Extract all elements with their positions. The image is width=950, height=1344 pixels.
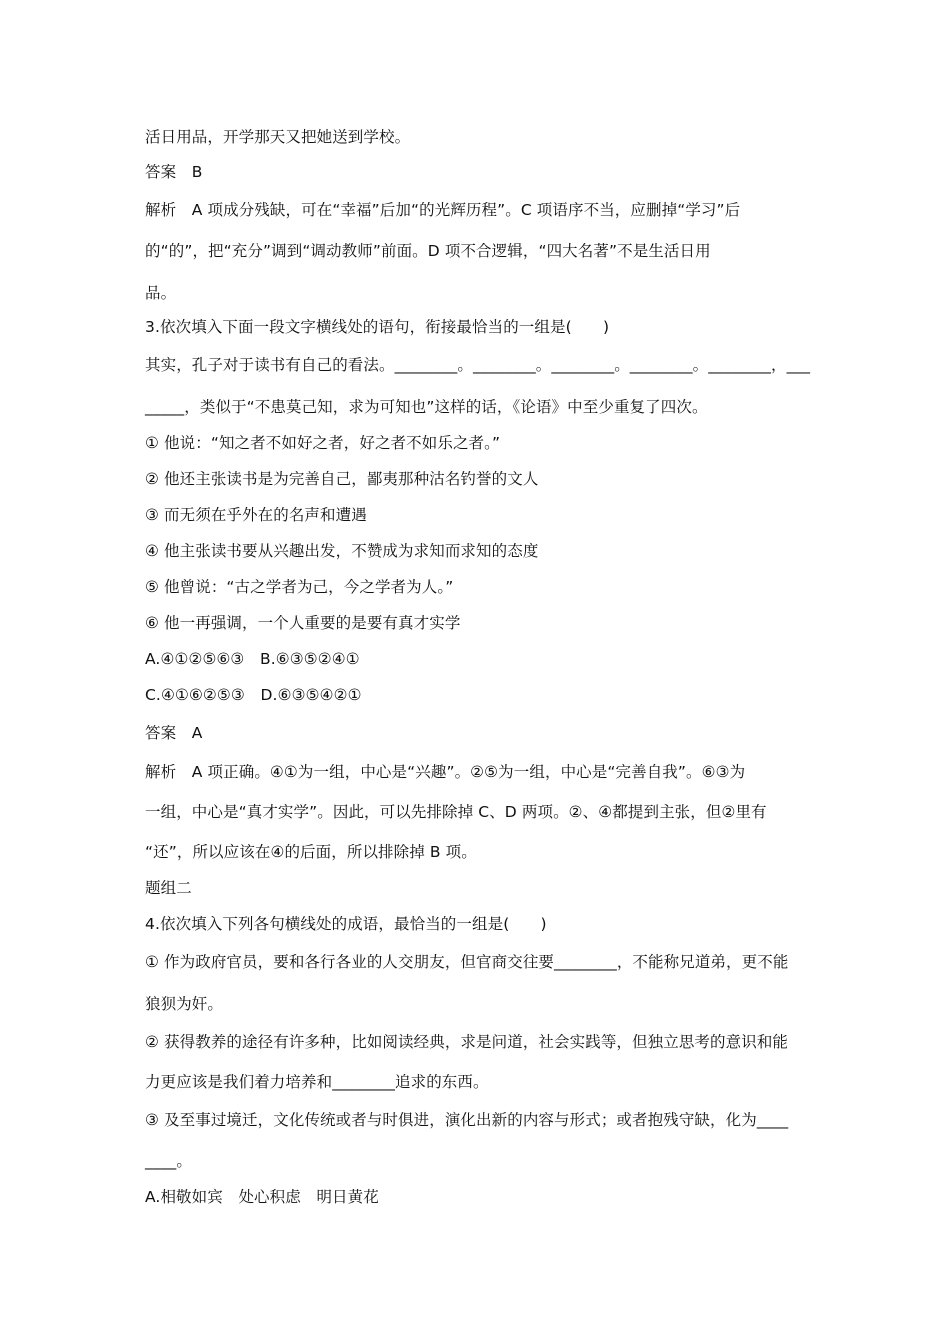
text-line: 活日用品，开学那天又把她送到学校。 (145, 128, 411, 146)
option-item: ⑤ 他曾说：“古之学者为己，今之学者为人。” (145, 578, 454, 596)
explanation-line: 解析 A 项正确。④①为一组，中心是“兴趣”。②⑤为一组，中心是“完善自我”。⑥③为 (145, 763, 746, 781)
option-item: ⑥ 他一再强调，一个人重要的是要有真才实学 (145, 614, 461, 632)
question-title: 4.依次填入下列各句横线处的成语，最恰当的一组是( ) (145, 915, 547, 933)
option-item: ② 他还主张读书是为完善自己，鄙夷那种沽名钓誉的文人 (145, 470, 539, 488)
explanation-line: “还”，所以应该在④的后面，所以排除掉 B 项。 (145, 843, 477, 861)
option-item: ④ 他主张读书要从兴趣出发，不赞成为求知而求知的态度 (145, 542, 539, 560)
section-heading: 题组二 (145, 879, 192, 897)
answer-line: 答案 A (145, 724, 203, 742)
question-text: ____。 (145, 1152, 193, 1170)
question-text: ② 获得教养的途径有许多种，比如阅读经典，求是问道，社会实践等，但独立思考的意识和能 (145, 1033, 789, 1051)
choice-line: C.④①⑥②⑤③ D.⑥③⑤④②① (145, 686, 362, 704)
option-item: ① 他说：“知之者不如好之者，好之者不如乐之者。” (145, 434, 501, 452)
explanation-line: 解析 A 项成分残缺，可在“幸福”后加“的光辉历程”。C 项语序不当，应删掉“学习”后 (145, 201, 741, 219)
question-text: _____，类似于“不患莫己知，求为可知也”这样的话，《论语》中至少重复了四次。 (145, 398, 708, 416)
explanation-line: 的“的”，把“充分”调到“调动教师”前面。D 项不合逻辑，“四大名著”不是生活日用 (145, 242, 711, 260)
option-item: ③ 而无须在乎外在的名声和遭遇 (145, 506, 367, 524)
question-text: ① 作为政府官员，要和各行各业的人交朋友，但官商交往要________，不能称兄道弟，更不能 (145, 953, 789, 971)
choice-line: A.④①②⑤⑥③ B.⑥③⑤②④① (145, 650, 360, 668)
question-text: ③ 及至事过境迁，文化传统或者与时俱进，演化出新的内容与形式；或者抱残守缺，化为____ (145, 1111, 789, 1129)
question-text: 其实，孔子对于读书有自己的看法。________。________。________。________。________，___ (145, 356, 811, 374)
answer-line: 答案 B (145, 163, 203, 181)
question-title: 3.依次填入下面一段文字横线处的语句，衔接最恰当的一组是( ) (145, 318, 610, 336)
explanation-line: 一组，中心是“真才实学”。因此，可以先排除掉 C、D 两项。②、④都提到主张，但②里有 (145, 803, 767, 821)
question-text: 狼狈为奸。 (145, 995, 224, 1013)
question-text: 力更应该是我们着力培养和________追求的东西。 (145, 1073, 489, 1091)
explanation-line: 品。 (145, 284, 177, 302)
choice-line: A.相敬如宾 处心积虑 明日黄花 (145, 1188, 379, 1206)
